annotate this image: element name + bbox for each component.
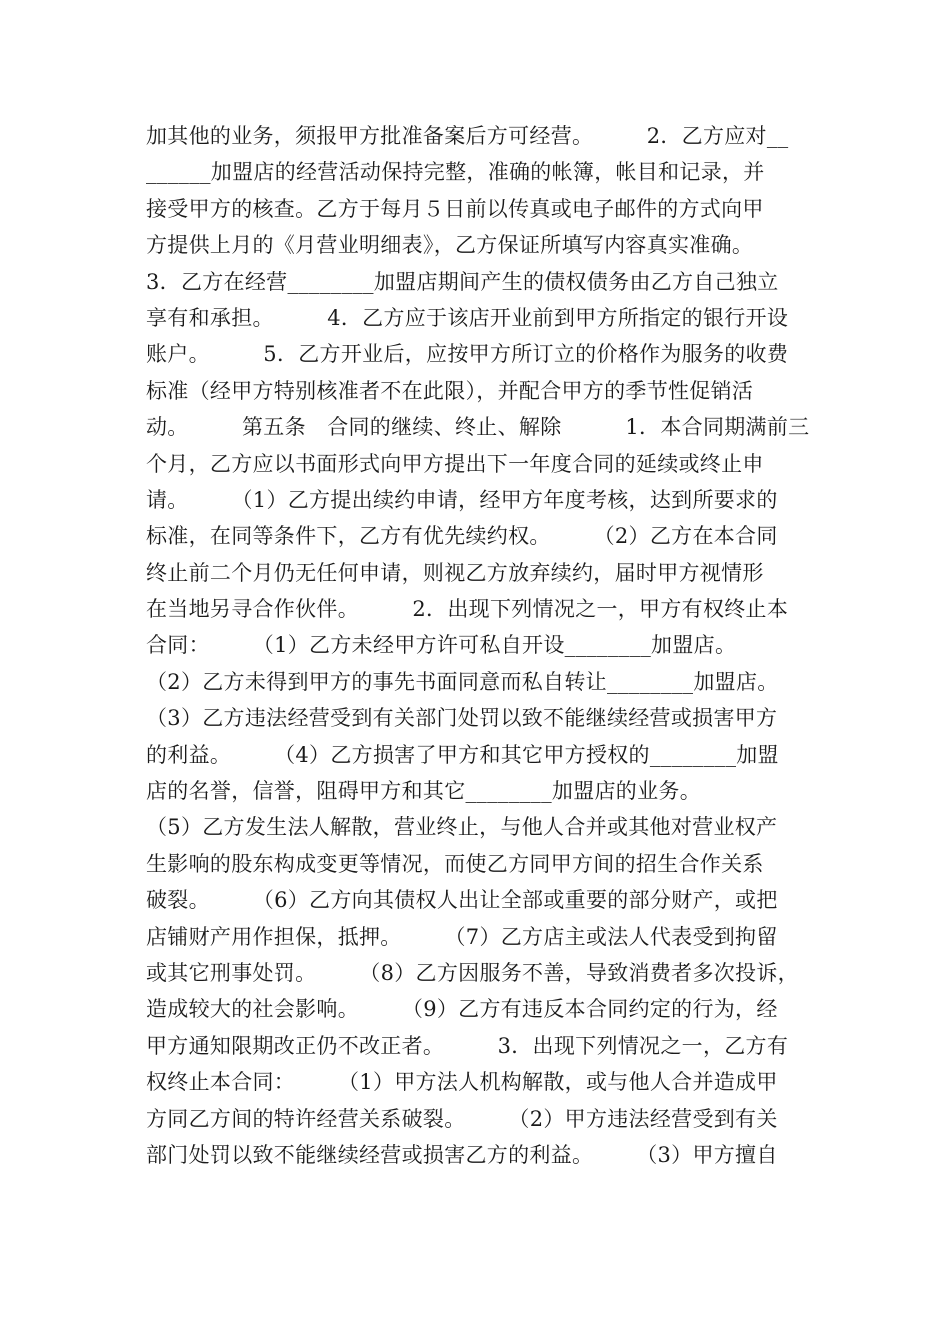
text-line: 动。 第五条 合同的继续、终止、解除 1．本合同期满前三 <box>146 415 810 440</box>
text-line: 接受甲方的核查。乙方于每月５日前以传真或电子邮件的方式向甲 <box>146 196 764 221</box>
text-line: 部门处罚以致不能继续经营或损害乙方的利益。 （3）甲方擅自 <box>146 1142 778 1167</box>
text-line: 加其他的业务，须报甲方批准备案后方可经营。 2．乙方应对__ <box>146 124 789 148</box>
text-line: 个月，乙方应以书面形式向甲方提出下一年度合同的延续或终止申 <box>146 451 764 476</box>
text-line: （5）乙方发生法人解散，营业终止，与他人合并或其他对营业权产 <box>146 815 778 840</box>
text-line: 享有和承担。 4．乙方应于该店开业前到甲方所指定的银行开设 <box>146 305 789 330</box>
text-line: 在当地另寻合作伙伴。 2．出现下列情况之一，甲方有权终止本 <box>146 597 789 622</box>
text-line: 或其它刑事处罚。 （8）乙方因服务不善，导致消费者多次投诉， <box>146 960 799 985</box>
text-line: 合同： （1）乙方未经甲方许可私自开设________加盟店。 <box>146 633 737 658</box>
text-line: 店的名誉，信誉，阻碍甲方和其它________加盟店的业务。 <box>146 779 701 804</box>
text-line: （2）乙方未得到甲方的事先书面同意而私自转让________加盟店。 <box>146 669 779 694</box>
text-line: 标准，在同等条件下，乙方有优先续约权。 （2）乙方在本合同 <box>146 524 778 549</box>
text-line: 的利益。 （4）乙方损害了甲方和其它甲方授权的________加盟 <box>146 742 779 767</box>
text-line: 终止前二个月仍无任何申请，则视乙方放弃续约，届时甲方视情形 <box>146 560 764 585</box>
text-line: 造成较大的社会影响。 （9）乙方有违反本合同约定的行为，经 <box>146 997 778 1022</box>
text-line: 账户。 5．乙方开业后，应按甲方所订立的价格作为服务的收费 <box>146 342 789 367</box>
text-line: 请。 （1）乙方提出续约申请，经甲方年度考核，达到所要求的 <box>146 487 778 512</box>
text-line: 破裂。 （6）乙方向其债权人出让全部或重要的部分财产，或把 <box>146 888 778 913</box>
text-line: （3）乙方违法经营受到有关部门处罚以致不能继续经营或损害甲方 <box>146 706 778 731</box>
text-line: 生影响的股东构成变更等情况，而使乙方同甲方间的招生合作关系 <box>146 851 764 876</box>
text-line: 标准（经甲方特别核准者不在此限），并配合甲方的季节性促销活 <box>146 378 754 403</box>
text-line: 方同乙方间的特许经营关系破裂。 （2）甲方违法经营受到有关 <box>146 1106 778 1131</box>
text-line: 甲方通知限期改正仍不改正者。 3．出现下列情况之一，乙方有 <box>146 1033 789 1058</box>
text-line: ______加盟店的经营活动保持完整，准确的帐簿，帐目和记录，并 <box>146 160 765 185</box>
text-line: 店铺财产用作担保，抵押。 （7）乙方店主或法人代表受到拘留 <box>146 924 778 949</box>
text-line: 权终止本合同： （1）甲方法人机构解散，或与他人合并造成甲 <box>146 1070 778 1095</box>
contract-body-text <box>146 118 816 1173</box>
text-line: 3．乙方在经营________加盟店期间产生的债权债务由乙方自己独立 <box>146 269 779 294</box>
text-line: 方提供上月的《月营业明细表》，乙方保证所填写内容真实准确。 <box>146 233 754 258</box>
